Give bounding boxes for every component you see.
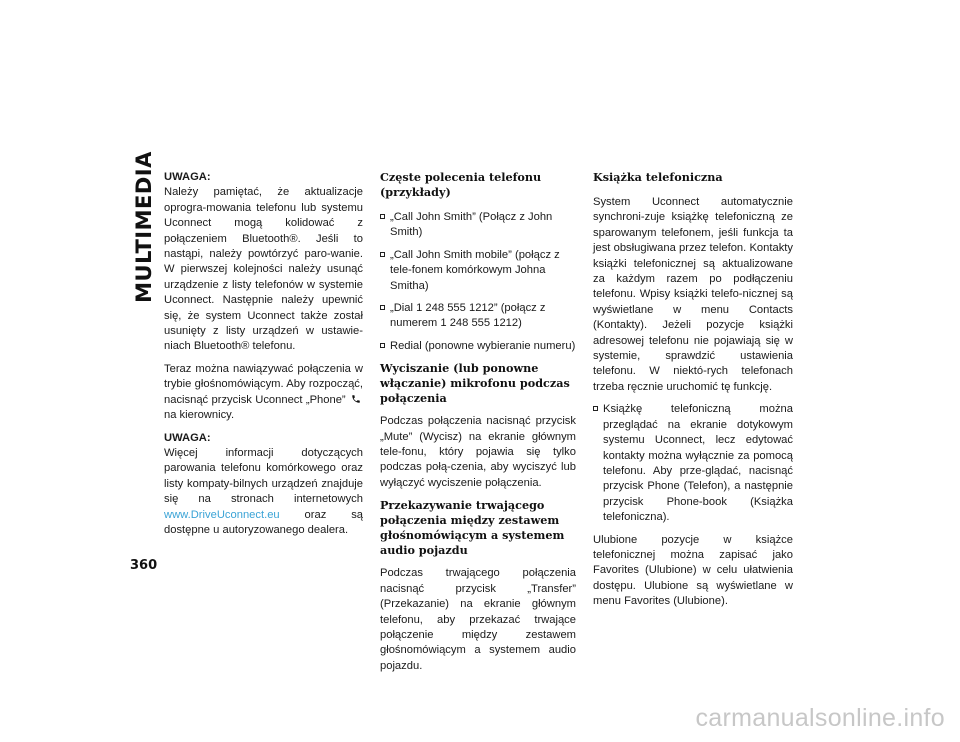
paragraph-transfer: Podczas trwającego połączenia nacisnąć przycisk „Transfer” (Przekazanie) na ekranie głównym telefonu, aby przekazać trwające połączenie między zestawem głośnomówiącym a systemem audio pojazdu. (380, 567, 576, 672)
list-item-text: Książkę telefoniczną można przeglądać na ekranie dotykowym systemu Uconnect, lecz edytować kontakty można wyłącznie za pomocą telefonu. Aby prze-glądać, nacisnąć przycisk Phone (Telefon), a następnie przycisk Phone-book (Książka telefoniczna). (603, 403, 793, 524)
note-title: UWAGA: (164, 431, 211, 444)
phone-icon (351, 394, 361, 404)
paragraph-mute: Podczas połączenia nacisnąć przycisk „Mute” (Wycisz) na ekranie głównym tele-fonu, który pojawia się tylko podczas połą-czenia, aby wyciszyć lub wyłączyć wyciszenie połączenia. (380, 415, 576, 489)
checkbox-bullet-icon (380, 214, 385, 219)
heading-phonebook: Książka telefoniczna (593, 170, 723, 184)
column-left (164, 170, 363, 545)
note-pairing-info (164, 431, 363, 539)
paragraph-phonebook-sync: System Uconnect automatycznie synchroni-zuje książkę telefoniczną ze sparowanym telefonem, jeśli funkcja ta jest obsługiwana przez telefon. Kontakty książki telefonicznej są aktualizowane za każdym razem po podłączeniu telefonu. Wpisy książki telefo-nicznej są wyświetlane w menu Contacts (Kontakty). Jeżeli pozycje książki adresowej telefonu nie pojawiają się w systemie, sprawdzić ustawienia telefonu. W niektó-rych telefonach trzeba ręcznie uruchomić tę funkcję. (593, 196, 793, 393)
note-text (164, 446, 363, 538)
phonebook-list (593, 402, 793, 525)
note-text-part: oraz są dostępne u autoryzowanego dealera. (164, 508, 364, 536)
footer-watermark: carmanualsonline.info (695, 704, 945, 732)
note-text-part: Więcej informacji dotyczących parowania telefonu komórkowego oraz listy kompaty-bilnych urządzeń znajduje się na stronach internetowych (164, 446, 363, 506)
driveuconnect-link[interactable]: www.DriveUconnect.eu (164, 508, 280, 521)
list-item (380, 210, 576, 241)
list-item-text: „Call John Smith mobile” (połącz z tele-fonem komórkowym Johna Smitha) (390, 248, 560, 292)
paragraph-handsfree (164, 362, 363, 424)
note-text: Należy pamiętać, że aktualizacje oprogra-mowania telefonu lub systemu Uconnect mogą kolidować z połączeniem Bluetooth®. Jeśli to nastąpi, należy powtórzyć paro-wanie. W pierwszej kolejności należy usunąć urządzenie z listy telefonów w systemie Uconnect. Następnie należy upewnić się, że system Uconnect także został usunięty z listy urządzeń w ustawie-niach Bluetooth® telefonu. (164, 186, 363, 353)
heading-mute: Wyciszanie (lub ponowne włączanie) mikrofonu podczas połączenia (380, 361, 570, 406)
list-item (380, 248, 576, 294)
paragraph-text: na kierownicy. (164, 409, 235, 422)
heading-transfer: Przekazywanie trwającego połączenia między zestawem głośnomówiącym a systemem audio pojazdu (380, 498, 565, 558)
checkbox-bullet-icon (380, 252, 385, 257)
paragraph-text: Teraz można nawiązywać połączenia w trybie głośnomówiącym. Aby rozpocząć, nacisnąć przycisk Uconnect „Phone” (164, 362, 363, 406)
column-right (593, 170, 793, 617)
list-item-text: „Dial 1 248 555 1212” (połącz z numerem 1 248 555 1212) (390, 302, 546, 330)
checkbox-bullet-icon (380, 343, 385, 348)
checkbox-bullet-icon (593, 406, 598, 411)
checkbox-bullet-icon (380, 305, 385, 310)
page-number: 360 (130, 558, 158, 573)
list-item-text: Redial (ponowne wybieranie numeru) (390, 339, 576, 352)
section-side-label (124, 151, 164, 303)
section-side-label-text: MULTIMEDIA (132, 151, 157, 303)
note-title: UWAGA: (164, 171, 211, 183)
list-item (380, 339, 576, 354)
list-item (593, 402, 793, 525)
heading-common-commands: Częste polecenia telefonu (przykłady) (380, 170, 542, 199)
paragraph-favorites: Ulubione pozycje w książce telefonicznej można zapisać jako Favorites (Ulubione) w celu ułatwienia dostępu. Ulubione są wyświetlane w menu Favorites (Ulubione). (593, 533, 793, 608)
list-item (380, 301, 576, 332)
list-item-text: „Call John Smith” (Połącz z John Smith) (390, 211, 553, 239)
note-software-update (164, 170, 363, 355)
column-middle (380, 170, 576, 681)
command-list (380, 210, 576, 354)
